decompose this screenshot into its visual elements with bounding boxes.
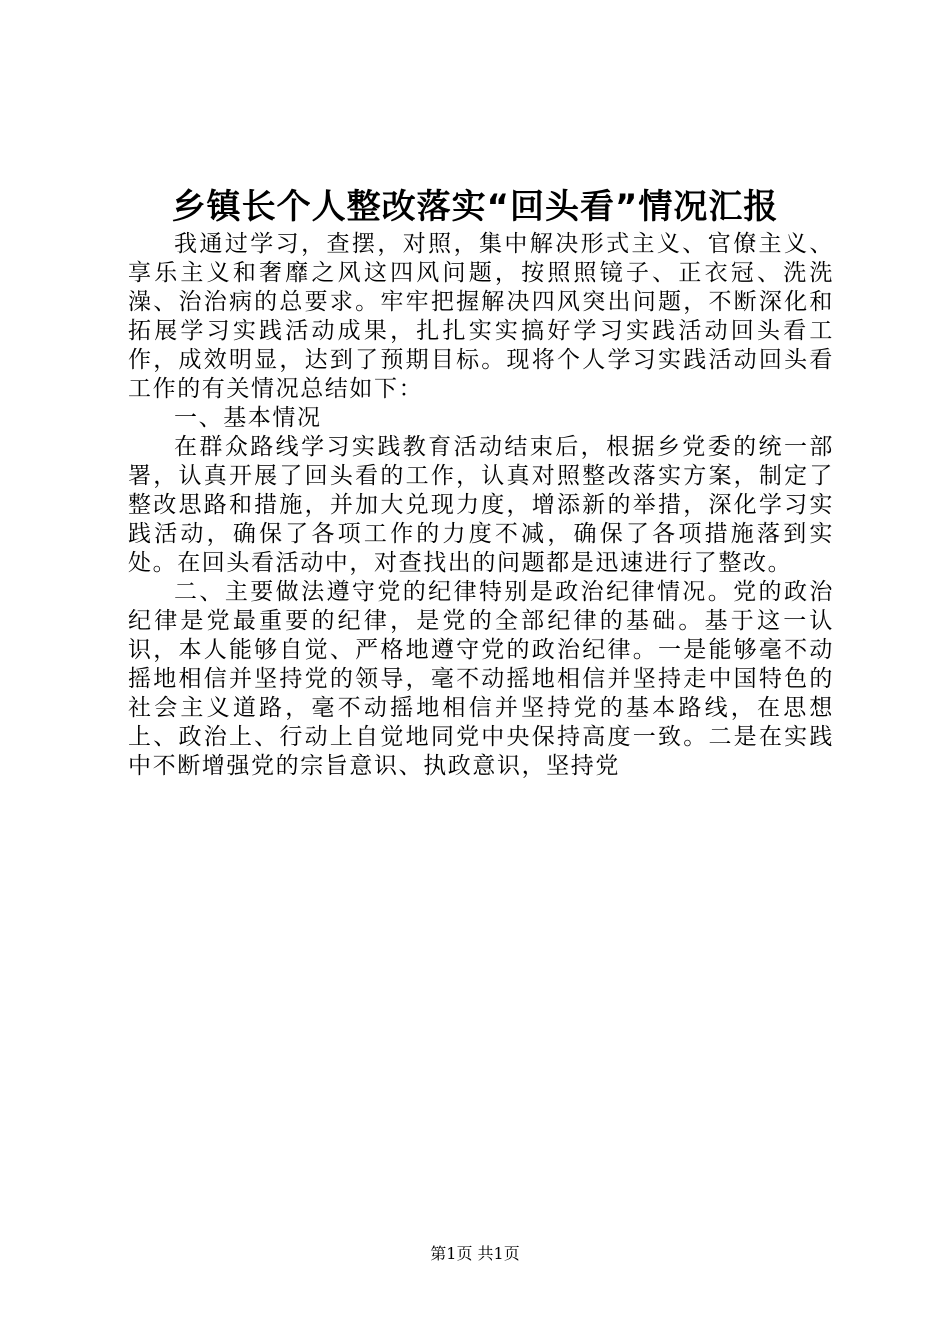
paragraph-main-practices: 二、主要做法遵守党的纪律特别是政治纪律情况。党的政治纪律是党最重要的纪律，是党的全部纪律的基础。基于这一认识，本人能够自觉、严格地遵守党的政治纪律。一是能够毫不动摇地相信并坚持党的领导，毫不动摇地相信并坚持走中国特色的社会主义道路，毫不动摇地相信并坚持党的基本路线，在思想上、政治上、行动上自觉地同党中央保持高度一致。二是在实践中不断增强党的宗旨意识、执政意识，坚持党 xyxy=(128,579,834,779)
page-footer: 第1页 共1页 xyxy=(430,1244,520,1263)
paragraph-intro: 我通过学习，查摆，对照，集中解决形式主义、官僚主义、享乐主义和奢靡之风这四风问题，按照照镜子、正衣冠、洗洗澡、治治病的总要求。牢牢把握解决四风突出问题，不断深化和拓展学习实践活动成果，扎扎实实搞好学习实践活动回头看工作，成效明显，达到了预期目标。现将个人学习实践活动回头看工作的有关情况总结如下： xyxy=(128,231,834,402)
document-body xyxy=(128,230,834,781)
paragraph-basic-situation: 在群众路线学习实践教育活动结束后，根据乡党委的统一部署，认真开展了回头看的工作，认真对照整改落实方案，制定了整改思路和措施，并加大兑现力度，增添新的举措，深化学习实践活动，确保了各项工作的力度不减，确保了各项措施落到实处。在回头看活动中，对查找出的问题都是迅速进行了整改。 xyxy=(128,434,834,576)
paragraph-heading-basic-situation: 一、基本情况 xyxy=(174,405,322,431)
document-title: 乡镇长个人整改落实“回头看”情况汇报 xyxy=(171,187,779,227)
